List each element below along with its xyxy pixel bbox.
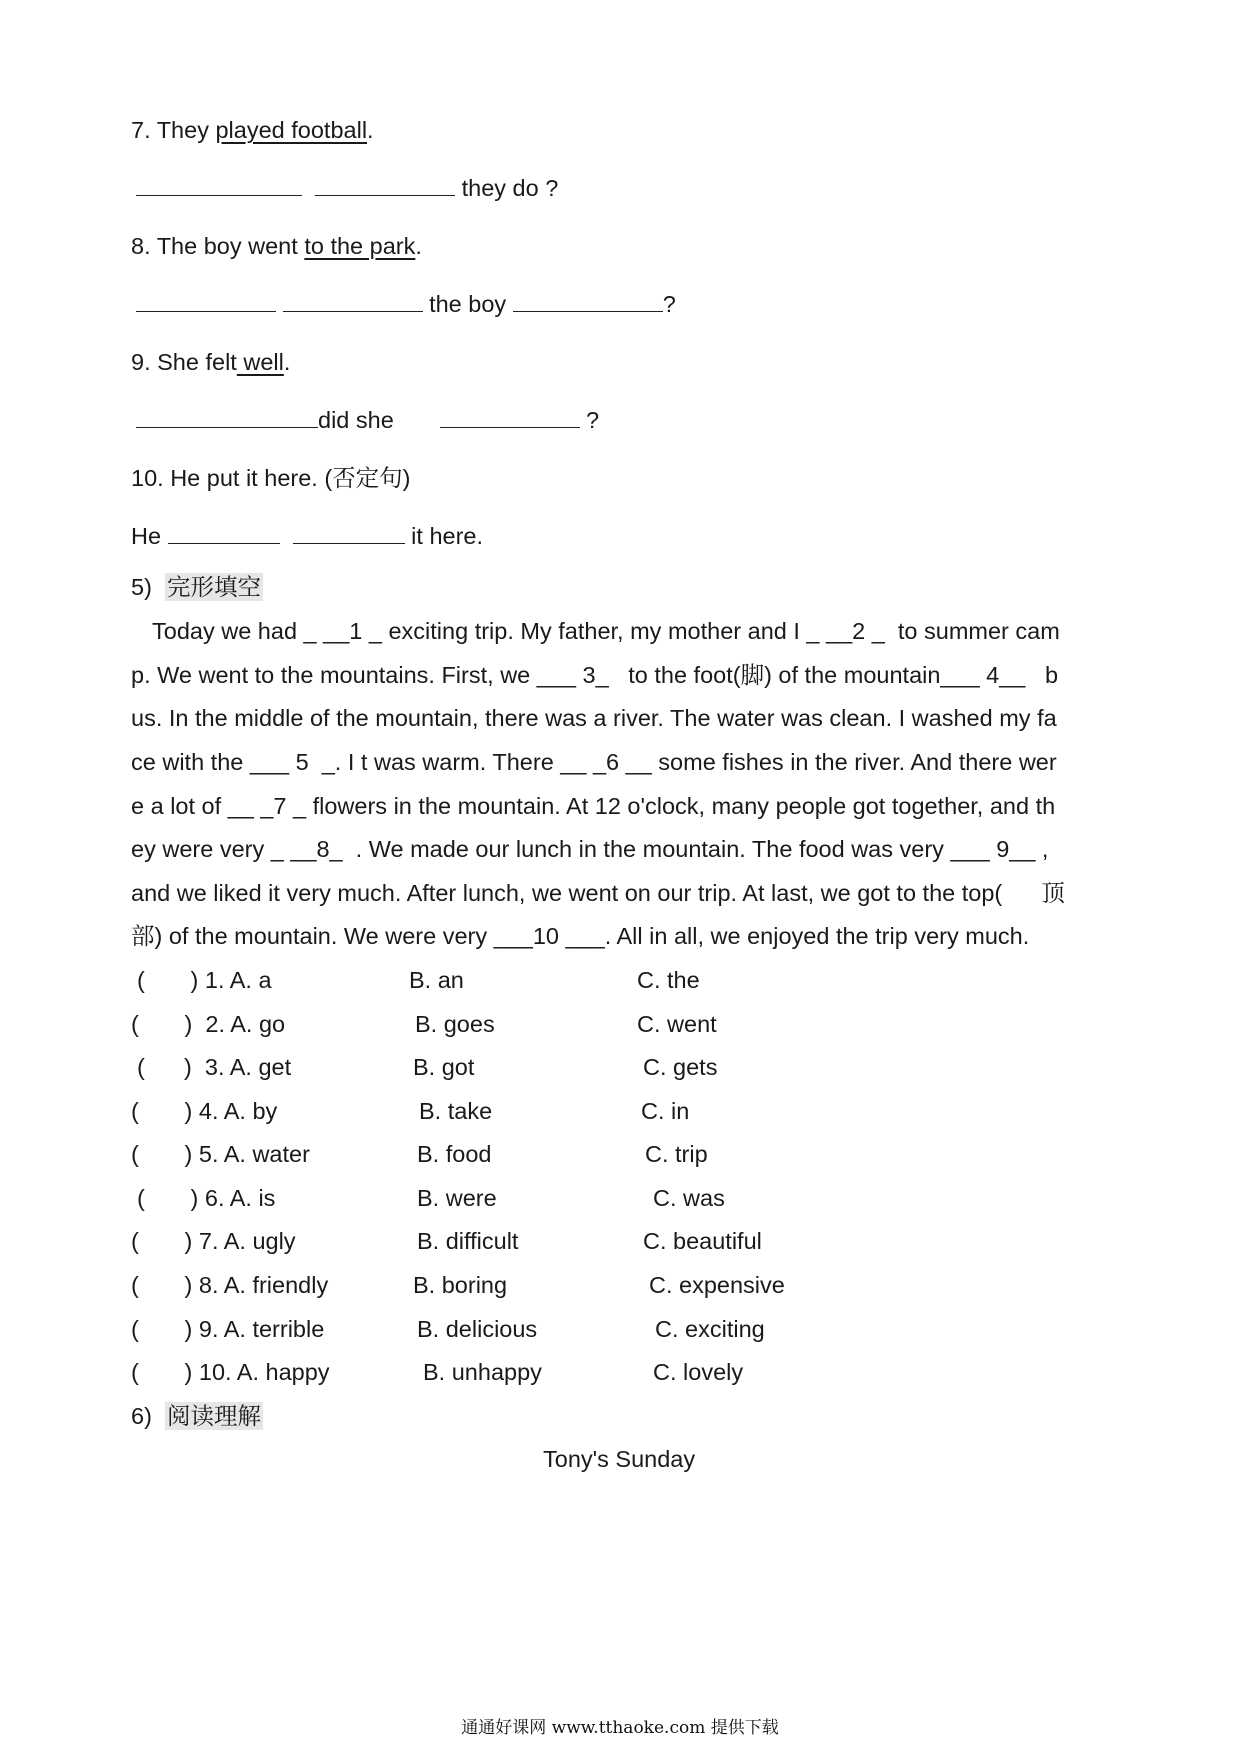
page-footer: 通通好课网 www.tthaoke.com 提供下载 [461, 1718, 779, 1738]
choice-option-c[interactable]: C. beautiful [643, 1228, 762, 1254]
choice-option-c[interactable]: C. gets [643, 1054, 718, 1080]
passage-line: 部) of the mountain. We were very ___10 ___. All in all, we enjoyed the trip very much. [131, 923, 1030, 949]
choice-question[interactable]: ( ) 6. A. is [137, 1185, 276, 1211]
answer-blank[interactable] [168, 523, 280, 544]
question-8-answer-middle: the boy [429, 291, 507, 317]
choice-option-c[interactable]: C. trip [645, 1141, 708, 1167]
passage-line: ce with the ___ 5 _. I t was warm. There __ _6 __ some fishes in the river. And there wer [131, 749, 1057, 775]
choice-question[interactable]: ( ) 3. A. get [137, 1054, 292, 1080]
choice-question[interactable]: ( ) 2. A. go [131, 1011, 286, 1037]
choice-question[interactable]: ( ) 9. A. terrible [131, 1316, 325, 1342]
choice-option-c[interactable]: C. the [637, 967, 700, 993]
choice-option-b[interactable]: B. food [417, 1141, 492, 1167]
question-7-text: 7. They [131, 117, 216, 143]
question-9 [131, 348, 290, 376]
question-10-answer-start: He [131, 523, 162, 549]
section-5-title: 完形填空 [166, 574, 261, 600]
choice-option-c[interactable]: C. expensive [649, 1272, 785, 1298]
choice-option-b[interactable]: B. boring [413, 1272, 508, 1298]
answer-blank[interactable] [136, 175, 302, 196]
passage-line: p. We went to the mountains. First, we ___ 3_ to the foot(脚) of the mountain___ 4__ b [131, 662, 1059, 688]
choice-question[interactable]: ( ) 7. A. ugly [131, 1228, 296, 1254]
section-6-heading [131, 1402, 263, 1430]
choice-question[interactable]: ( ) 10. A. happy [131, 1359, 330, 1385]
choice-option-c[interactable]: C. lovely [653, 1359, 744, 1385]
question-9-period: . [283, 349, 291, 375]
choice-option-b[interactable]: B. difficult [417, 1228, 519, 1254]
section-5-heading [131, 573, 263, 601]
answer-blank[interactable] [293, 523, 405, 544]
question-9-answer-end: ? [586, 407, 600, 433]
choice-option-b[interactable]: B. an [409, 967, 464, 993]
question-10-answer-end: it here. [411, 523, 484, 549]
answer-blank[interactable] [136, 407, 318, 428]
answer-blank[interactable] [136, 291, 276, 312]
choice-question[interactable]: ( ) 5. A. water [131, 1141, 310, 1167]
choice-option-b[interactable]: B. goes [415, 1011, 495, 1037]
answer-blank[interactable] [283, 291, 423, 312]
passage-line: and we liked it very much. After lunch, we went on our trip. At last, we got to the top( 顶 [131, 880, 1065, 906]
answer-blank[interactable] [513, 291, 663, 312]
question-7-underlined: played football [215, 117, 368, 143]
question-10: 10. He put it here. (否定句) [131, 465, 411, 491]
choice-option-c[interactable]: C. exciting [655, 1316, 765, 1342]
choice-question[interactable]: ( ) 8. A. friendly [131, 1272, 329, 1298]
question-9-text: 9. She felt [131, 349, 237, 375]
choice-option-b[interactable]: B. delicious [417, 1316, 538, 1342]
choice-option-b[interactable]: B. take [419, 1098, 493, 1124]
question-10-answer-line [131, 522, 483, 550]
question-7 [131, 116, 374, 144]
question-9-answer-middle: did she [318, 407, 394, 433]
choice-question[interactable]: ( ) 4. A. by [131, 1098, 278, 1124]
question-7-answer-line [136, 174, 558, 202]
choice-option-b[interactable]: B. unhappy [423, 1359, 542, 1385]
reading-title: Tony's Sunday [543, 1446, 696, 1472]
question-8-text: 8. The boy went [131, 233, 305, 259]
answer-blank[interactable] [440, 407, 580, 428]
passage-line: ey were very _ __8_ . We made our lunch in the mountain. The food was very ___ 9__ , [131, 836, 1049, 862]
choice-option-c[interactable]: C. in [641, 1098, 690, 1124]
question-8-answer-end: ? [662, 291, 676, 317]
question-8 [131, 232, 422, 260]
passage-line: us. In the middle of the mountain, there was a river. The water was clean. I washed my fa [131, 705, 1057, 731]
question-8-period: . [415, 233, 422, 259]
question-9-underlined: well [236, 349, 284, 375]
question-7-answer-tail: they do ? [461, 175, 559, 201]
question-9-answer-line [136, 406, 599, 434]
section-6-number: 6) [131, 1403, 152, 1429]
question-8-underlined: to the park [304, 233, 416, 259]
section-5-number: 5) [131, 574, 152, 600]
passage-line: Today we had _ __1 _ exciting trip. My father, my mother and I _ __2 _ to summer cam [152, 618, 1060, 644]
choice-question[interactable]: ( ) 1. A. a [137, 967, 272, 993]
section-6-title: 阅读理解 [166, 1403, 261, 1429]
question-7-period: . [367, 117, 374, 143]
choice-option-c[interactable]: C. went [637, 1011, 717, 1037]
passage-line: e a lot of __ _7 _ flowers in the mountain. At 12 o'clock, many people got together, and th [131, 793, 1056, 819]
choice-option-b[interactable]: B. were [417, 1185, 497, 1211]
choice-option-c[interactable]: C. was [653, 1185, 725, 1211]
answer-blank[interactable] [315, 175, 455, 196]
choice-option-b[interactable]: B. got [413, 1054, 475, 1080]
question-8-answer-line [136, 290, 676, 318]
